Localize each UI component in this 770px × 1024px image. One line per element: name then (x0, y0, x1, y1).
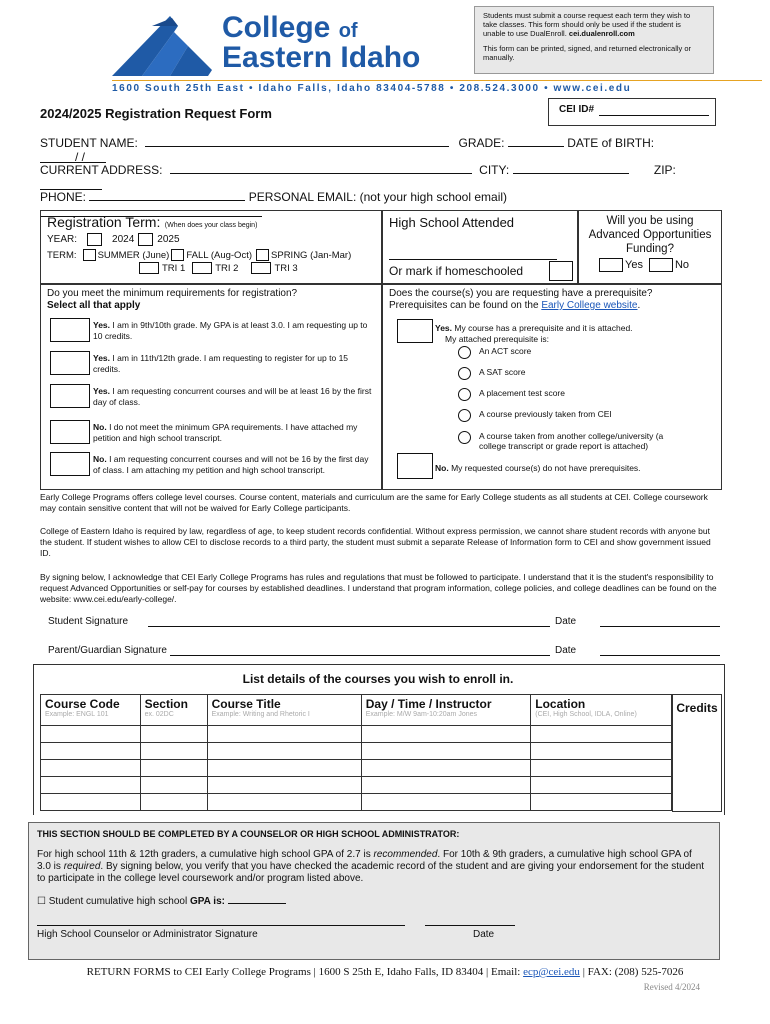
course-cell-input[interactable] (140, 794, 207, 811)
year-label: YEAR: (47, 234, 78, 245)
course-header-cell: Location (CEI, High School, IDLA, Online) (531, 695, 672, 726)
requirement-option-text: Yes. I am in 11th/12th grade. I am requesting to register for up to 15 credits. (93, 353, 349, 374)
tri2-checkbox[interactable] (192, 262, 212, 274)
counselor-date-label: Date (473, 929, 495, 940)
requirement-checkbox[interactable] (50, 318, 90, 342)
term-heading: Registration Term: (47, 214, 161, 230)
tri3-checkbox[interactable] (251, 262, 271, 274)
funding-options (599, 258, 689, 272)
course-cell-input[interactable] (531, 743, 672, 760)
requirements-select-all: Select all that apply (47, 300, 141, 311)
early-college-website-link[interactable]: Early College website (541, 300, 638, 311)
requirement-checkbox[interactable] (50, 420, 90, 444)
course-row (41, 743, 672, 760)
requirement-option-text: Yes. I am in 9th/10th grade. My GPA is at least 3.0. I am requesting up to 10 credits. (93, 320, 368, 341)
student-date-label: Date (555, 616, 577, 627)
prereq-yes-bold: Yes. (435, 323, 453, 333)
course-row (41, 794, 672, 811)
gpa-bold: GPA is: (189, 896, 225, 907)
course-cell-input[interactable] (361, 743, 531, 760)
course-cell-input[interactable] (140, 777, 207, 794)
prereq-option-label: A course previously taken from CEI (479, 409, 612, 419)
funding-yes-label: Yes (625, 259, 643, 271)
counselor-text: For high school 11th & 12th graders, a cumulative high school GPA of 2.7 is recommended. For 10th & 9th graders, a cumulative high school GPA of 3.0 is required. By signing below, you verify that you have checked the academic record of the student and are giving your endorsement for the student to participate in the college level coursework and/or program listed above. (37, 849, 705, 884)
parent-signature-field[interactable] (170, 643, 550, 656)
logo-text-eastern-idaho: Eastern Idaho (222, 41, 421, 74)
requirement-option-text: No. I am requesting concurrent courses and will not be 16 by the first day of class. I am attaching my petition and high school transcript. (93, 454, 369, 475)
address-label: CURRENT ADDRESS: (40, 163, 163, 177)
course-header-cell: Day / Time / Instructor Example: M/W 9am-10:20am Jones (361, 695, 531, 726)
grade-label: GRADE: (458, 136, 505, 150)
term-heading-note: (When does your class begin) (164, 222, 258, 229)
gpa-row (37, 893, 286, 907)
requirement-option-text: Yes. I am requesting concurrent courses and will be at least 16 by the first day of class. (93, 386, 372, 407)
footer-email-link[interactable]: ecp@cei.edu (523, 966, 580, 978)
footer-return (40, 966, 730, 978)
course-cell-input[interactable] (140, 743, 207, 760)
dob-field[interactable]: / / (40, 150, 106, 163)
prereq-option-label: A course taken from another college/university (a college transcript or grade report is attached) (479, 431, 664, 451)
prereq-radio[interactable] (458, 409, 471, 422)
funding-no-label: No (674, 259, 690, 271)
prereq-yes-text: My course has a prerequisite and it is attached. (454, 323, 633, 333)
course-row (41, 760, 672, 777)
prereq-attached-label: My attached prerequisite is: (445, 334, 549, 344)
term-row (47, 249, 351, 261)
city-field[interactable] (513, 161, 629, 174)
cei-id-label: CEI ID# (559, 104, 595, 115)
cei-id-box (548, 98, 716, 126)
course-cell-input[interactable] (140, 726, 207, 743)
footer-return-text: RETURN FORMS to CEI Early College Programs | 1600 S 25th E, Idaho Falls, ID 83404 | Email: (86, 966, 521, 978)
summer-label: SUMMER (June) (97, 249, 170, 261)
year-row (47, 233, 180, 246)
footer-revised: Revised 4/2024 (643, 982, 700, 992)
prereq-option-label: A placement test score (479, 388, 565, 398)
parent-date-field[interactable] (600, 643, 720, 656)
course-cell-input[interactable] (207, 726, 361, 743)
requirement-option-text: No. I do not meet the minimum GPA requirements. I have attached my petition and high school transcript. (93, 422, 358, 443)
course-cell-input[interactable] (41, 726, 141, 743)
prereq-option-label: An ACT score (479, 346, 532, 356)
col-credits: Credits (676, 701, 718, 715)
notice-box (474, 6, 714, 74)
mountain-logo-icon (112, 12, 222, 78)
address-bar: 1600 South 25th East • Idaho Falls, Idaho 83404-5788 • 208.524.3000 • www.cei.edu (112, 80, 762, 94)
funding-no-checkbox[interactable] (649, 258, 673, 272)
notice-link[interactable]: cei.dualenroll.com (568, 29, 635, 38)
year-2025-checkbox[interactable] (138, 233, 153, 246)
course-header-cell: Section ex. 02DC (140, 695, 207, 726)
prereq-option-label: A SAT score (479, 367, 526, 377)
requirements-question: Do you meet the minimum requirements for registration? (47, 288, 298, 299)
student-name-field[interactable] (145, 134, 449, 147)
zip-label: ZIP: (653, 163, 676, 177)
paragraph-confidentiality: College of Eastern Idaho is required by law, regardless of age, to keep student records confidential. Without express permission, we cannot share student records with anyone but the student. If student wishes to allow CEI to disclose records to a third party, the student must submit a separate Release of Information form to CEI and show government issued ID. (40, 526, 711, 558)
requirement-checkbox[interactable] (50, 384, 90, 408)
course-cell-input[interactable] (207, 760, 361, 777)
phone-field[interactable] (89, 188, 245, 201)
phone-label: PHONE: (40, 190, 87, 204)
prereq-no-bold: No. (435, 463, 449, 473)
funding-panel (578, 210, 722, 284)
course-cell-input[interactable] (531, 726, 672, 743)
fall-label: FALL (Aug-Oct) (186, 249, 253, 261)
prereq-radio[interactable] (458, 367, 471, 380)
course-row (41, 726, 672, 743)
prereq-radio[interactable] (458, 346, 471, 359)
course-cell-input[interactable] (41, 794, 141, 811)
school-heading: High School Attended (389, 215, 515, 230)
term-label: TERM: (47, 249, 77, 261)
course-cell-input[interactable] (207, 794, 361, 811)
course-header-row (41, 695, 672, 726)
course-cell-input[interactable] (361, 760, 531, 777)
requirement-checkbox[interactable] (50, 351, 90, 375)
email-label: PERSONAL EMAIL: (not your high school email) (248, 190, 508, 204)
logo (112, 10, 432, 80)
spring-checkbox[interactable] (256, 249, 269, 261)
courses-heading: List details of the courses you wish to enroll in. (242, 672, 514, 686)
tri2-label: TRI 2 (215, 262, 239, 274)
student-signature-label: Student Signature (48, 616, 129, 627)
homeschool-label: Or mark if homeschooled (389, 264, 524, 278)
course-cell-input[interactable] (207, 743, 361, 760)
prereq-radio[interactable] (458, 431, 471, 444)
parent-date-label: Date (555, 645, 577, 656)
course-header-cell: Course Title Example: Writing and Rhetoric I (207, 695, 361, 726)
school-field[interactable] (389, 247, 557, 260)
tri1-label: TRI 1 (162, 262, 186, 274)
prereq-found-text: Prerequisites can be found on the (389, 300, 539, 311)
courses-table (40, 694, 672, 811)
fall-checkbox[interactable] (171, 249, 184, 261)
course-cell-input[interactable] (140, 760, 207, 777)
spring-label: SPRING (Jan-Mar) (271, 249, 352, 261)
course-cell-input[interactable] (41, 760, 141, 777)
gpa-field[interactable] (228, 893, 286, 904)
homeschool-checkbox[interactable] (549, 261, 573, 281)
student-name-row (40, 134, 720, 164)
course-cell-input[interactable] (361, 794, 531, 811)
student-date-field[interactable] (600, 614, 720, 627)
course-cell-input[interactable] (531, 760, 672, 777)
form-title: 2024/2025 Registration Request Form (40, 106, 272, 121)
year-2024-label: 2024 (112, 234, 135, 245)
prereq-panel: Does the course(s) you are requesting have a prerequisite? Prerequisites can be found on the Early College website. Yes. My course has a prerequisite and it is attached. My attached prerequisite is: No. My requested course(s) do not have prerequisites. (382, 284, 722, 490)
grade-field[interactable] (508, 134, 564, 147)
course-cell-input[interactable] (41, 743, 141, 760)
prereq-no-checkbox[interactable] (397, 453, 433, 479)
counselor-signature-field[interactable] (37, 915, 405, 926)
paragraph-content-notice: Early College Programs offers college level courses. Course content, materials and curriculum are the same for Early College students as all students at CEI. College coursework may contain sensitive content that will not be waived for Early College participants. (40, 492, 708, 513)
summer-checkbox[interactable] (83, 249, 96, 261)
year-2025-label: 2025 (157, 234, 180, 245)
prereq-no-text: My requested course(s) do not have prerequisites. (451, 463, 641, 473)
requirement-checkbox[interactable] (50, 452, 90, 476)
course-cell-input[interactable] (207, 777, 361, 794)
tri3-label: TRI 3 (274, 262, 298, 274)
paragraph-acknowledgement: By signing below, I acknowledge that CEI Early College Programs has rules and regulations that must be followed to participate. I understand that it is the student's responsibility to request Advanced Opportunities or self-pay for courses by established deadlines. I understand that program information, college policies, and college deadlines can be found on the website: www.cei.edu/early-college/. (40, 572, 717, 604)
funding-question: Will you be using Advanced Opportunities Funding? (588, 215, 712, 255)
prereq-radio[interactable] (458, 388, 471, 401)
term-panel (40, 210, 382, 284)
cei-id-field[interactable] (599, 103, 709, 116)
gpa-label: Student cumulative high school (48, 896, 188, 907)
tri-row (139, 262, 298, 274)
course-cell-input[interactable] (531, 794, 672, 811)
course-cell-input[interactable] (361, 726, 531, 743)
course-cell-input[interactable] (531, 777, 672, 794)
parent-signature-label: Parent/Guardian Signature (48, 645, 167, 656)
dob-label: DATE of BIRTH: (567, 136, 655, 150)
gpa-checkbox[interactable]: ☐ (37, 896, 46, 907)
funding-yes-checkbox[interactable] (599, 258, 623, 272)
student-name-label: STUDENT NAME: (40, 136, 138, 150)
notice-text: Students must submit a course request each term they wish to take classes. This form should only be used if the student is unable to use DualEnroll. (483, 11, 691, 38)
counselor-panel (28, 822, 720, 960)
footer-fax: | FAX: (208) 525-7026 (582, 966, 684, 978)
notice-print: This form can be printed, signed, and returned electronically or manually. (483, 44, 692, 62)
course-cell-input[interactable] (41, 777, 141, 794)
address-field[interactable] (170, 161, 472, 174)
prereq-question: Does the course(s) you are requesting have a prerequisite? (389, 288, 653, 299)
course-row (41, 777, 672, 794)
year-2024-checkbox[interactable] (87, 233, 102, 246)
counselor-date-field[interactable] (425, 915, 515, 926)
credits-column (672, 694, 722, 812)
student-signature-field[interactable] (148, 614, 550, 627)
counselor-heading: THIS SECTION SHOULD BE COMPLETED BY A COUNSELOR OR HIGH SCHOOL ADMINISTRATOR: (37, 829, 460, 839)
counselor-signature-label: High School Counselor or Administrator Signature (37, 929, 258, 940)
school-panel (382, 210, 578, 284)
course-cell-input[interactable] (361, 777, 531, 794)
prereq-yes-checkbox[interactable] (397, 319, 433, 343)
city-label: CITY: (479, 163, 510, 177)
course-header-cell: Course Code Example: ENGL 101 (41, 695, 141, 726)
logo-text-college: College of (222, 11, 358, 44)
tri1-checkbox[interactable] (139, 262, 159, 274)
